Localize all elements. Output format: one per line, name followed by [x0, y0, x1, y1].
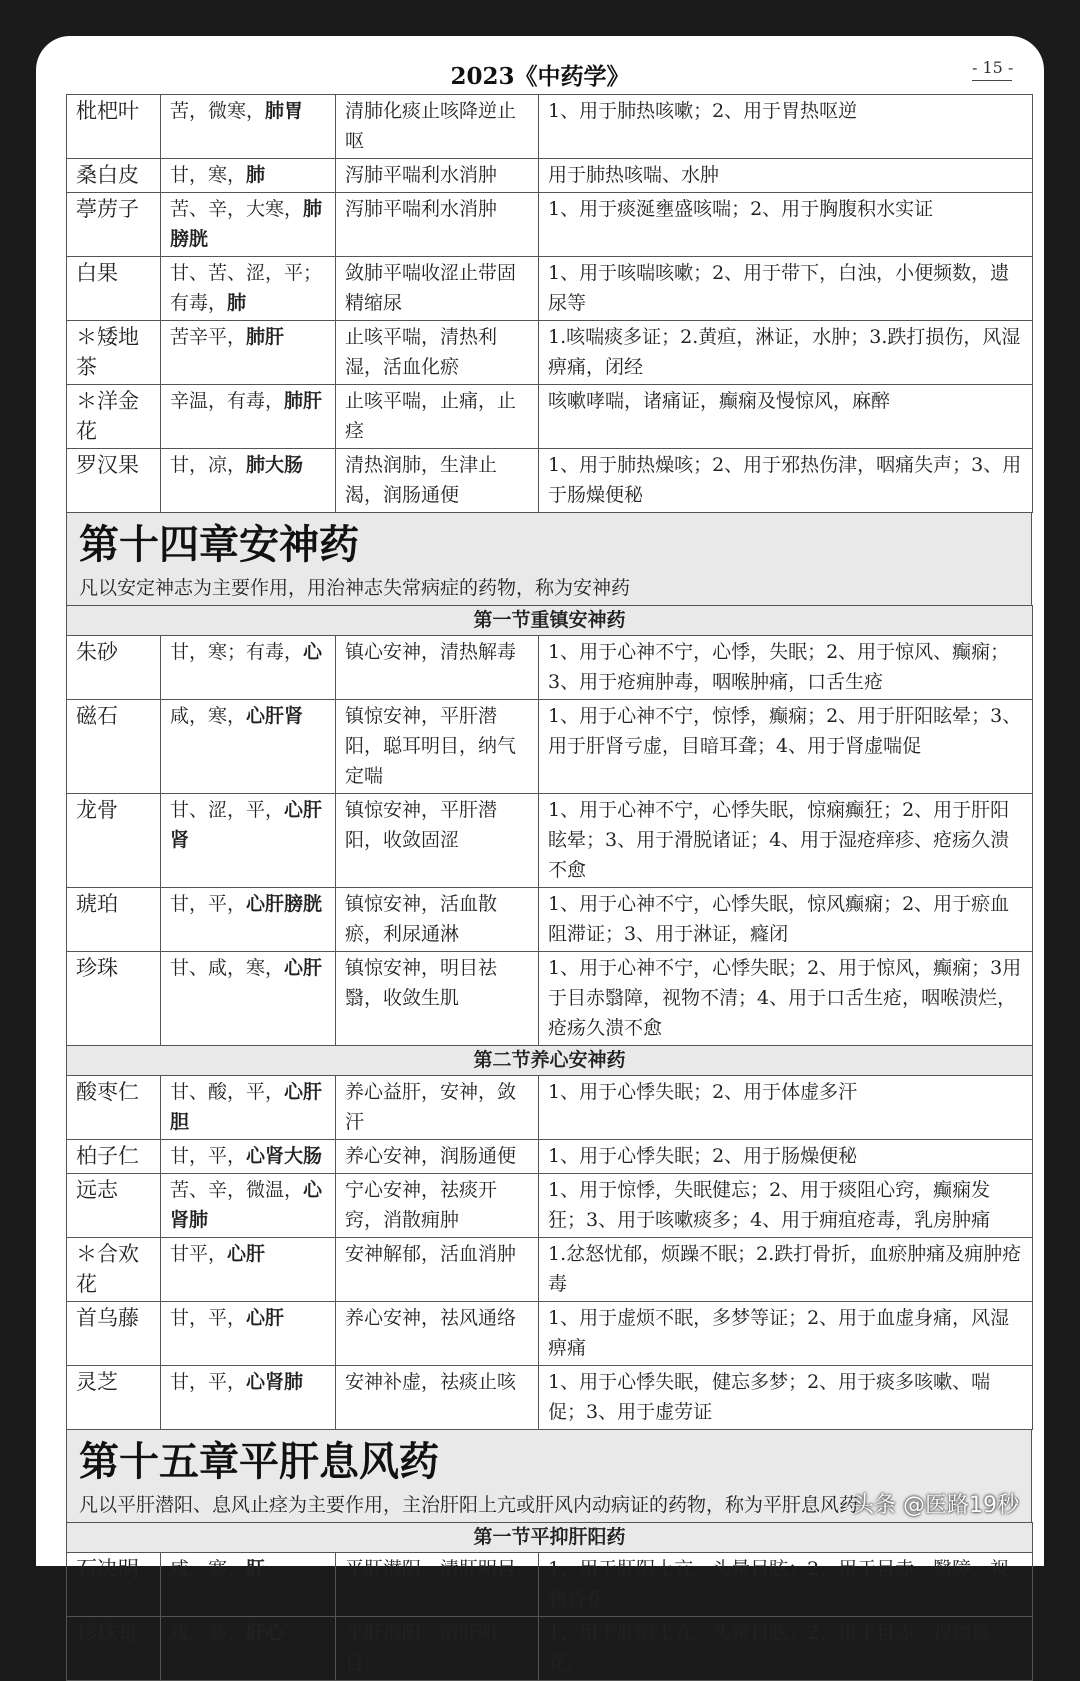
herb-row: [67, 1076, 1033, 1140]
herb-row: [67, 952, 1033, 1046]
herb-nature-text: 辛温，有毒，: [170, 390, 285, 412]
herb-effect: 止咳平喘，清热利湿，活血化瘀: [336, 321, 539, 385]
herb-nature-text: 苦辛平，: [170, 326, 247, 348]
herb-table: [66, 1522, 1033, 1681]
herb-indication: 1、用于咳喘咳嗽；2、用于带下，白浊，小便频数，遗尿等: [539, 257, 1033, 321]
herb-nature: [161, 1174, 336, 1238]
herb-effect: 泻肺平喘利水消肿: [336, 193, 539, 257]
herb-effect: 镇惊安神，平肝潜阳，聪耳明目，纳气定喘: [336, 700, 539, 794]
herb-nature: [161, 449, 336, 513]
herb-nature-text: 甘、酸，平，: [170, 1081, 285, 1103]
herb-nature-text: 甘、涩，平，: [170, 799, 285, 821]
herb-channel: 心肝肾: [246, 705, 304, 727]
herb-nature: [161, 1617, 336, 1681]
herb-nature-text: 咸，寒，: [170, 1558, 247, 1580]
section-row: [67, 1046, 1033, 1076]
herb-channel: 肺胃: [265, 100, 304, 122]
herb-indication: 1、用于心神不宁，心悸，失眠；2、用于惊风、癫痫；3、用于疮痈肿毒，咽喉肿痛，口舌生疮: [539, 636, 1033, 700]
herb-effect: 安神解郁，活血消肿: [336, 1238, 539, 1302]
chapter-title: 第十四章安神药: [79, 521, 359, 568]
herb-row: [67, 1302, 1033, 1366]
chapter-description: 凡以安定神志为主要作用，用治神志失常病症的药物，称为安神药: [79, 577, 631, 599]
herb-effect: 养心安神，润肠通便: [336, 1140, 539, 1174]
herb-channel: 肝: [246, 1558, 266, 1580]
herb-nature: [161, 257, 336, 321]
herb-content: [66, 94, 1032, 1681]
herb-channel: 心肾肺: [170, 1179, 323, 1231]
herb-indication: 1、用于心悸失眠；2、用于体虚多汗: [539, 1076, 1033, 1140]
herb-row: [67, 1553, 1033, 1617]
herb-nature: [161, 385, 336, 449]
herb-channel: 心肝胆: [170, 1081, 323, 1133]
herb-nature: [161, 1553, 336, 1617]
herb-nature: [161, 952, 336, 1046]
herb-row: [67, 95, 1033, 159]
herb-row: [67, 1140, 1033, 1174]
herb-name: 葶苈子: [67, 193, 161, 257]
herb-nature-text: 苦，微寒，: [170, 100, 266, 122]
herb-nature-text: 甘，平，: [170, 1307, 247, 1329]
herb-indication: 1、用于肺热燥咳；2、用于邪热伤津，咽痛失声；3、用于肠燥便秘: [539, 449, 1033, 513]
herb-indication: 1、用于肺热咳嗽；2、用于胃热呕逆: [539, 95, 1033, 159]
herb-row: [67, 700, 1033, 794]
herb-indication: 1.咳喘痰多证；2.黄疸，淋证，水肿；3.跌打损伤，风湿痹痛，闭经: [539, 321, 1033, 385]
herb-nature-text: 咸，寒，: [170, 705, 247, 727]
herb-indication: 1、用于虚烦不眠，多梦等证；2、用于血虚身痛，风湿痹痛: [539, 1302, 1033, 1366]
herb-channel: 肺膀胱: [170, 198, 323, 250]
herb-effect: 养心安神，祛风通络: [336, 1302, 539, 1366]
herb-name: 龙骨: [67, 794, 161, 888]
herb-indication: 1、用于惊悸，失眠健忘；2、用于痰阻心窍，癫痫发狂；3、用于咳嗽痰多；4、用于痈疽疮毒，乳房肿痛: [539, 1174, 1033, 1238]
herb-row: [67, 449, 1033, 513]
herb-indication: 1、用于心神不宁，惊悸，癫痫；2、用于肝阳眩晕；3、用于肝肾亏虚，目暗耳聋；4、用于肾虚喘促: [539, 700, 1033, 794]
herb-nature: [161, 159, 336, 193]
herb-indication: 1、用于心神不宁，心悸失眠；2、用于惊风，癫痫；3用于目赤翳障，视物不清；4、用于口舌生疮，咽喉溃烂，疮疡久溃不愈: [539, 952, 1033, 1046]
herb-nature: [161, 888, 336, 952]
herb-row: [67, 1174, 1033, 1238]
herb-nature: [161, 1140, 336, 1174]
herb-row: [67, 385, 1033, 449]
herb-row: [67, 1366, 1033, 1430]
herb-nature-text: 甘、苦、涩，平；有毒，: [170, 262, 323, 314]
herb-indication: 1、用于心悸失眠；2、用于肠燥便秘: [539, 1140, 1033, 1174]
herb-channel: 肺: [246, 164, 266, 186]
herb-nature-text: 甘，平，: [170, 1145, 247, 1167]
herb-nature: [161, 193, 336, 257]
herb-nature: [161, 794, 336, 888]
herb-nature: [161, 321, 336, 385]
document-page: [36, 36, 1044, 1674]
herb-nature: [161, 1366, 336, 1430]
herb-name: 朱砂: [67, 636, 161, 700]
herb-indication: 1、用于肝阳上亢，头晕目眩；2、用于目赤，视物昏花，: [539, 1617, 1033, 1681]
herb-channel: 肺大肠: [246, 454, 304, 476]
herb-name: 珍珠母: [67, 1617, 161, 1681]
herb-name: 柏子仁: [67, 1140, 161, 1174]
herb-row: [67, 1238, 1033, 1302]
herb-channel: 心肝膀胱: [246, 893, 323, 915]
herb-row: [67, 193, 1033, 257]
herb-effect: 宁心安神，祛痰开窍，消散痈肿: [336, 1174, 539, 1238]
section-row: [67, 606, 1033, 636]
herb-name: 珍珠: [67, 952, 161, 1046]
herb-effect: 镇心安神，清热解毒: [336, 636, 539, 700]
herb-name: 白果: [67, 257, 161, 321]
herb-channel: 心肝: [246, 1307, 285, 1329]
herb-effect: 泻肺平喘利水消肿: [336, 159, 539, 193]
herb-table: [66, 605, 1033, 1430]
herb-nature: [161, 1076, 336, 1140]
herb-nature: [161, 636, 336, 700]
herb-nature: [161, 1238, 336, 1302]
herb-indication: 1、用于肝阳上亢，头晕目眩；2、用于目赤，翳障，视物昏花: [539, 1553, 1033, 1617]
herb-indication: 1、用于心悸失眠，健忘多梦；2、用于痰多咳嗽、喘促；3、用于虚劳证: [539, 1366, 1033, 1430]
herb-effect: 止咳平喘，止痛，止痉: [336, 385, 539, 449]
herb-nature-text: 咸，寒，: [170, 1622, 247, 1644]
herb-name: 首乌藤: [67, 1302, 161, 1366]
herb-name: 灵芝: [67, 1366, 161, 1430]
herb-effect: 清热润肺，生津止渴，润肠通便: [336, 449, 539, 513]
herb-indication: 咳嗽哮喘，诸痛证，癫痫及慢惊风，麻醉: [539, 385, 1033, 449]
herb-nature-text: 甘，寒；有毒，: [170, 641, 304, 663]
herb-nature-text: 苦、辛，微温，: [170, 1179, 304, 1201]
herb-channel: 心肝: [227, 1243, 266, 1265]
herb-effect: 镇惊安神，活血散瘀，利尿通淋: [336, 888, 539, 952]
herb-channel: 肺: [227, 292, 247, 314]
herb-name: 琥珀: [67, 888, 161, 952]
herb-name: 石决明: [67, 1553, 161, 1617]
herb-channel: 心肝肾: [170, 799, 323, 851]
herb-name: 磁石: [67, 700, 161, 794]
page-number: - 15 -: [972, 58, 1014, 77]
herb-row: [67, 794, 1033, 888]
herb-nature: [161, 1302, 336, 1366]
herb-effect: 敛肺平喘收涩止带固精缩尿: [336, 257, 539, 321]
herb-row: [67, 321, 1033, 385]
herb-row: [67, 1617, 1033, 1681]
herb-name: 酸枣仁: [67, 1076, 161, 1140]
herb-nature-text: 甘，平，: [170, 1371, 247, 1393]
herb-name: 罗汉果: [67, 449, 161, 513]
herb-table: [66, 94, 1033, 513]
herb-row: [67, 159, 1033, 193]
herb-row: [67, 888, 1033, 952]
chapter-description: 凡以平肝潜阳、息风止痉为主要作用，主治肝阳上亢或肝风内动病证的药物，称为平肝息风药: [79, 1494, 859, 1516]
herb-indication: 1.忿怒忧郁，烦躁不眠；2.跌打骨折，血瘀肿痛及痈肿疮毒: [539, 1238, 1033, 1302]
herb-indication: 用于肺热咳喘、水肿: [539, 159, 1033, 193]
herb-effect: 平肝潜阳，清肝明目，: [336, 1617, 539, 1681]
section-title: 第一节重镇安神药: [67, 606, 1033, 636]
herb-indication: 1、用于痰涎壅盛咳喘；2、用于胸腹积水实证: [539, 193, 1033, 257]
herb-nature-text: 甘、咸，寒，: [170, 957, 285, 979]
herb-nature: [161, 95, 336, 159]
chapter-header: [66, 513, 1032, 605]
herb-effect: 镇惊安神，明目祛翳，收敛生肌: [336, 952, 539, 1046]
herb-channel: 心肾肺: [246, 1371, 304, 1393]
herb-indication: 1、用于心神不宁，心悸失眠，惊风癫痫；2、用于瘀血阻滞证；3、用于淋证，癃闭: [539, 888, 1033, 952]
herb-indication: 1、用于心神不宁，心悸失眠，惊痫癫狂；2、用于肝阳眩晕；3、用于滑脱诸证；4、用于湿疮痒疹、疮疡久溃不愈: [539, 794, 1033, 888]
section-row: [67, 1523, 1033, 1553]
herb-channel: 心肝: [284, 957, 323, 979]
document-title: 2023《中药学》: [450, 63, 630, 90]
herb-nature-text: 甘，平，: [170, 893, 247, 915]
herb-nature: [161, 700, 336, 794]
herb-name: 枇杷叶: [67, 95, 161, 159]
chapter-title: 第十五章平肝息风药: [79, 1438, 439, 1485]
herb-nature-text: 苦、辛，大寒，: [170, 198, 304, 220]
watermark: 头条 @医路19秒: [852, 1493, 1019, 1518]
herb-row: [67, 636, 1033, 700]
herb-nature-text: 甘平，: [170, 1243, 228, 1265]
herb-channel: 肺肝: [284, 390, 323, 412]
herb-channel: 心肾大肠: [246, 1145, 323, 1167]
herb-name: ＊合欢花: [67, 1238, 161, 1302]
herb-effect: 平肝潜阳，清肝明目: [336, 1553, 539, 1617]
herb-name: 远志: [67, 1174, 161, 1238]
herb-nature-text: 甘，寒，: [170, 164, 247, 186]
herb-effect: 安神补虚，祛痰止咳: [336, 1366, 539, 1430]
herb-name: ＊洋金花: [67, 385, 161, 449]
herb-name: ＊矮地茶: [67, 321, 161, 385]
herb-effect: 清肺化痰止咳降逆止呕: [336, 95, 539, 159]
herb-effect: 镇惊安神，平肝潜阳，收敛固涩: [336, 794, 539, 888]
page-number-rule: [972, 80, 1012, 81]
section-title: 第二节养心安神药: [67, 1046, 1033, 1076]
herb-row: [67, 257, 1033, 321]
herb-channel: 心: [303, 641, 323, 663]
herb-nature-text: 甘，凉，: [170, 454, 247, 476]
herb-channel: 肺肝: [246, 326, 285, 348]
herb-effect: 养心益肝，安神，敛汗: [336, 1076, 539, 1140]
section-title: 第一节平抑肝阳药: [67, 1523, 1033, 1553]
herb-name: 桑白皮: [67, 159, 161, 193]
herb-channel: 肝心: [246, 1622, 285, 1644]
